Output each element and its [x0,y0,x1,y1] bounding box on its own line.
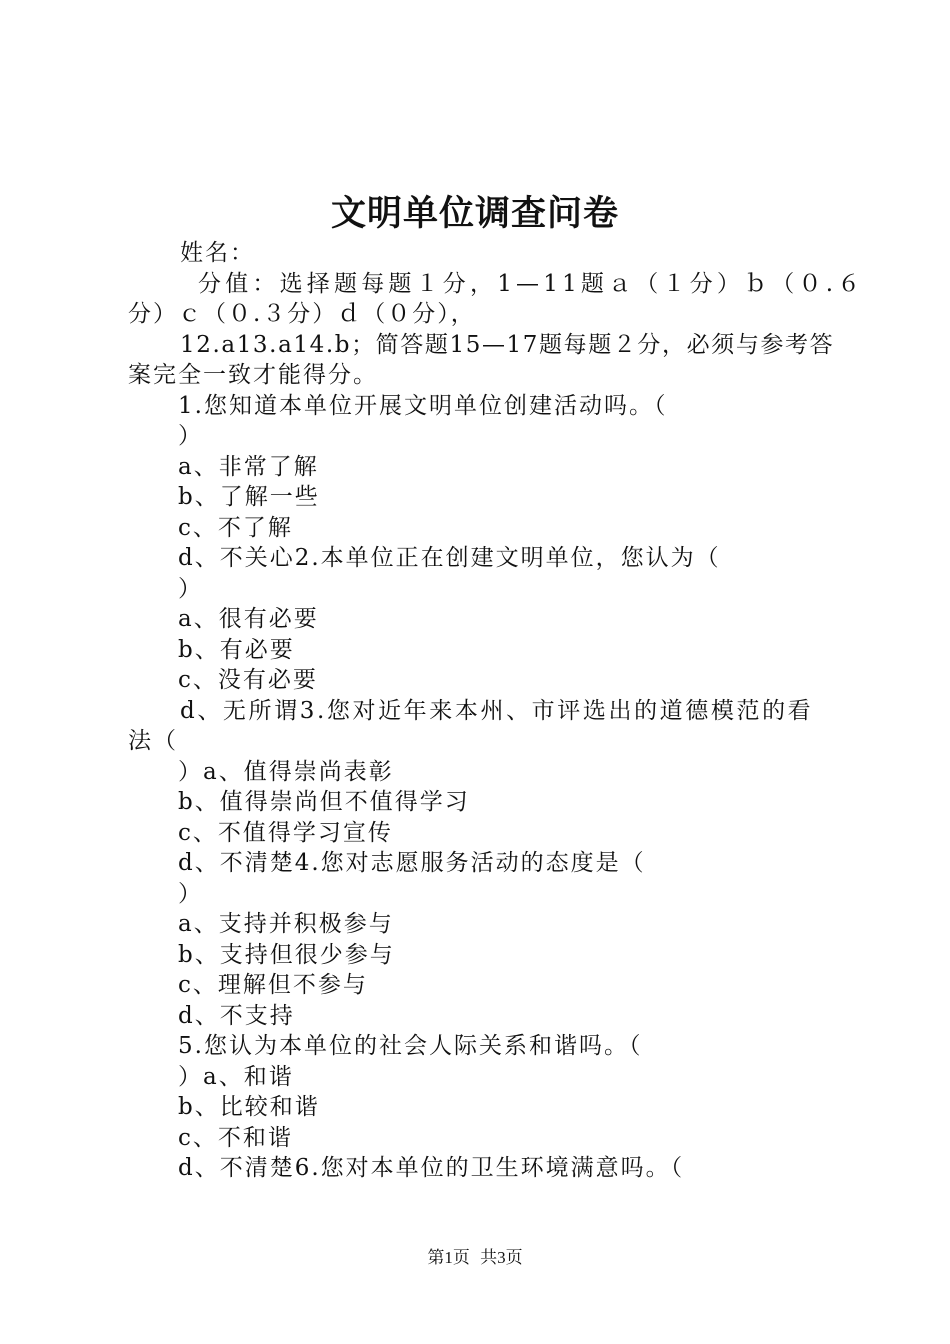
scoring-line-4: 案完全一致才能得分。 [128,362,378,388]
scoring-line-1: 分值：选择题每题１分，1—11题ａ（１分）ｂ（０.６ [198,271,865,297]
option-item: b、比较和谐 [178,1094,320,1120]
option-item: c、不值得学习宣传 [178,820,393,846]
answer-blank: ） [178,423,203,449]
page-number: 第1页 [427,1248,470,1267]
answer-blank: ） [178,576,203,602]
option-item: ）a、和谐 [178,1064,294,1090]
question-3: d、无所谓3.您对近年来本州、市评选出的道德模范的看 [180,698,814,724]
option-item: b、了解一些 [178,484,320,510]
option-item: c、没有必要 [178,667,318,693]
option-item: a、支持并积极参与 [178,911,394,937]
option-item: b、支持但很少参与 [178,942,395,968]
question-5: 5.您认为本单位的社会人际关系和谐吗。（ [178,1033,643,1059]
option-item: a、很有必要 [178,606,319,632]
option-item: c、不和谐 [178,1125,293,1151]
question-6: d、不清楚6.您对本单位的卫生环境满意吗。（ [178,1155,685,1181]
page-total: 共3页 [480,1248,523,1267]
answer-blank: ） [178,881,203,907]
question-4: d、不清楚4.您对志愿服务活动的态度是（ [178,850,646,876]
page-footer [0,1243,950,1268]
option-item: b、有必要 [178,637,295,663]
option-item: c、不了解 [178,515,293,541]
scoring-line-3: 12.a13.a14.b；简答题15—17题每题２分，必须与参考答 [180,332,835,358]
scoring-line-2: 分）ｃ（０.３分）ｄ（０分）， [128,301,476,327]
document-title: 文明单位调查问卷 [330,193,619,234]
option-item: a、非常了解 [178,454,319,480]
question-2: d、不关心2.本单位正在创建文明单位，您认为（ [178,545,721,571]
name-field-label: 姓名： [180,240,255,266]
question-3-cont: 法（ [128,728,178,754]
option-item: ）a、值得崇尚表彰 [178,759,394,785]
option-item: d、不支持 [178,1003,295,1029]
option-item: c、理解但不参与 [178,972,368,998]
question-1: 1.您知道本单位开展文明单位创建活动吗。（ [178,393,668,419]
option-item: b、值得崇尚但不值得学习 [178,789,470,815]
